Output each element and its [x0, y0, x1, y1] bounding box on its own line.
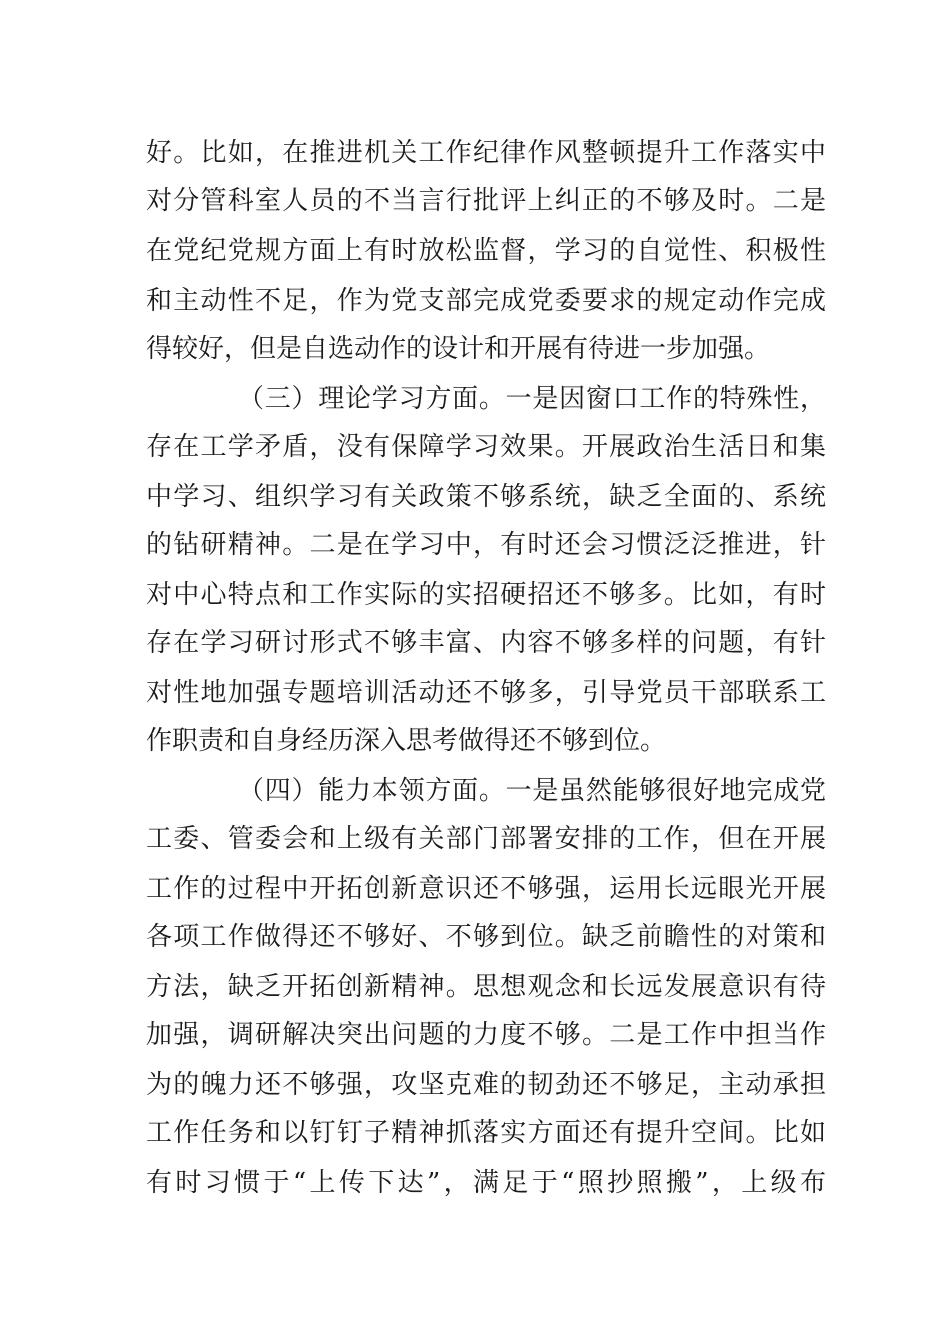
- text-line: 工作任务和以钉钉子精神抓落实方面还有提升空间。比如: [146, 1118, 826, 1148]
- text-line: 作职责和自身经历深入思考做得还不够到位。: [146, 726, 667, 756]
- section-heading-line: （四）能力本领方面。一是虽然能够很好地完成党: [238, 776, 826, 806]
- text-line: 得较好，但是自选动作的设计和开展有待进一步加强。: [146, 334, 771, 364]
- text-line: 好。比如，在推进机关工作纪律作风整顿提升工作落实中: [146, 138, 826, 168]
- section-heading-line: （三）理论学习方面。一是因窗口工作的特殊性，: [238, 384, 826, 414]
- text-line: 对中心特点和工作实际的实招硬招还不够多。比如，有时: [146, 580, 826, 610]
- text-line: 有时习惯于“上传下达”，满足于“照抄照搬”，上级布: [146, 1168, 826, 1198]
- text-line: 方法，缺乏开拓创新精神。思想观念和长远发展意识有待: [146, 972, 826, 1002]
- text-line: 对性地加强专题培训活动还不够多，引导党员干部联系工: [146, 678, 826, 708]
- text-line: 存在学习研讨形式不够丰富、内容不够多样的问题，有针: [146, 628, 826, 658]
- text-line: 为的魄力还不够强，攻坚克难的韧劲还不够足，主动承担: [146, 1070, 826, 1100]
- text-line: 的钻研精神。二是在学习中，有时还会习惯泛泛推进，针: [146, 530, 826, 560]
- text-line: 和主动性不足，作为党支部完成党委要求的规定动作完成: [146, 286, 826, 316]
- text-line: 各项工作做得还不够好、不够到位。缺乏前瞻性的对策和: [146, 922, 826, 952]
- text-line: 对分管科室人员的不当言行批评上纠正的不够及时。二是: [146, 186, 826, 216]
- text-line: 在党纪党规方面上有时放松监督，学习的自觉性、积极性: [146, 236, 826, 266]
- text-line: 中学习、组织学习有关政策不够系统，缺乏全面的、系统: [146, 482, 826, 512]
- text-line: 加强，调研解决突出问题的力度不够。二是工作中担当作: [146, 1020, 826, 1050]
- text-line: 工作的过程中开拓创新意识还不够强，运用长远眼光开展: [146, 874, 826, 904]
- text-line: 存在工学矛盾，没有保障学习效果。开展政治生活日和集: [146, 432, 826, 462]
- text-line: 工委、管委会和上级有关部门部署安排的工作，但在开展: [146, 824, 826, 854]
